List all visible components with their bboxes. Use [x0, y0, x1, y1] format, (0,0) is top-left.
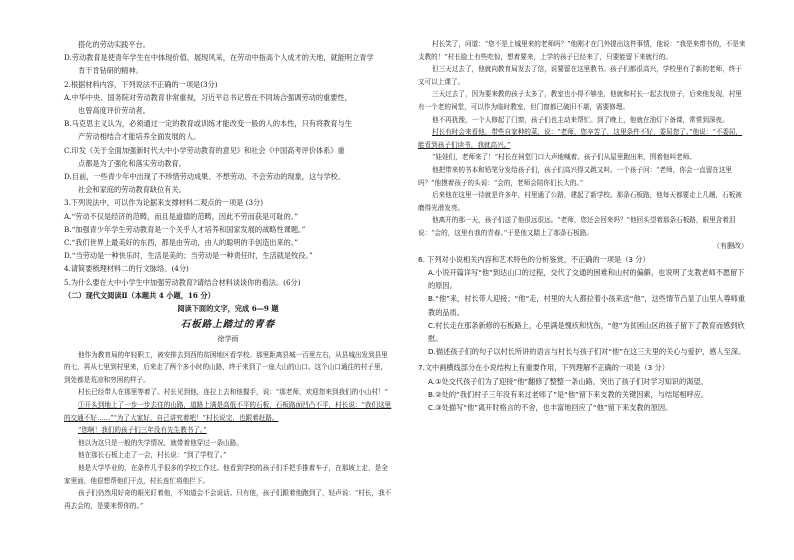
story-paragraph: 三天过去了，因为要来教的孩子太多了，教室也小得不够坐，他就和村长一起去找房子，后来他发现，村里有一个老的祠堂，可以作为临时教室，但门窗都已破旧不堪，需要修理。: [418, 90, 742, 111]
q7-option-c: C.③处描写“他”离开时格言的不舍，也丰富地回应了“他”留下来支教的原因。: [428, 402, 673, 412]
option-line: B.马克思主义认为，必须通过一定的教育或训练才能改变一般的人的本性，只有将教育与生: [64, 119, 352, 129]
story-title: 石板路上踏过的青春: [180, 319, 276, 331]
story-paragraph: 他以为这只是一般的失学情况，就带着他穿过一条山路。: [78, 438, 243, 447]
story-paragraph: 他不再犹豫，一个人修起了门窗，孩子们也主动来帮忙。到了晚上，他就在油灯下备课，常常到深夜。: [432, 115, 729, 124]
story-paragraph-underlined: “您啊！我们的孩子们三年没有先生教书了。”: [78, 426, 207, 435]
story-paragraph: 后来他在这里一待就是许多年，村里通了公路，建起了新学校。那条石板路，他每天都要走上几趟，石板被磨得光滑发亮。: [418, 191, 742, 212]
story-paragraph: 但三天过去了，他就向教育局发去了信，说要留在这里教书。孩子们都很高兴，学校里有了新的老师，终于又可以上课了。: [418, 65, 742, 86]
right-column: [418, 38, 748, 414]
q6-option-c: C.村长走在那条新修的石板路上，心里满是愧疚和忧伤，“他”为贫困山区的孩子留下了教育而感到欣慰。: [428, 320, 745, 343]
story-paragraph: 村长已经带人在那里等着了。村长见到他，连拉上去和他握手，说：“那老师，欢迎您来到我们的小山村！”: [78, 388, 389, 397]
q3-option-b: B.“加强青少年学生劳动教育是一个关乎人才培养和国家发展的战略性课题。”: [64, 224, 306, 234]
text-line: 肯干肯钻研的精神。: [78, 66, 143, 76]
q3-option-d: D.“当劳动是一种快乐时，生活是美的；当劳动是一种责任时，生活就是牧役。”: [64, 251, 313, 261]
story-body-left: [64, 349, 392, 513]
question-5: 5.为什么要在大中小学生中加强劳动教育?请结合材料谈谈你的看法。(6分): [64, 277, 301, 287]
story-paragraph: 他在那长石板上走了一会，村长说：“到了学校了。”: [78, 451, 227, 460]
left-top-block: [64, 38, 392, 289]
question-2: 2.根据材料内容，下列说法不正确的一项是(3分): [64, 79, 218, 89]
option-line: 也曾高度评价劳动者。: [78, 106, 150, 116]
left-column: [64, 38, 392, 512]
story-paragraph: 他离开的那一天，孩子们送了他很远很远。“老师，您还会回来吗？”他回头望着那条石板路，眼里含着泪说：“会的，这里有我的青春。”于是他又踏上了那条石板路。: [418, 216, 736, 237]
text-line: D.劳动教育是使青年学生在中体现价值、展现风采，在劳动中指高个人成才的天地，就能明立青学: [64, 53, 374, 63]
story-paragraph: 他是大学毕业的，在条件几乎很多的学校工作过。他看到学校的孩子们手把手推着车子，在那坡上走，是全家里面，他很想帮他们干点，村长连忙将他拦下。: [64, 464, 388, 485]
question-3: 3.下列说法中，可以作为论据来支撑材料二观点的一项是 (3分): [64, 198, 264, 208]
story-paragraph-underlined: ①开头到地上了一步一步去往的山路，道路上满是高低不平的石板，石板路面凹凸不平，村长说：“我们这里的交通不好……”“为了大家好，自己讲究着吧！”村长说完，也跟着赶路。: [64, 401, 392, 422]
q6-option-b: B.“他”来，村长带人迎接；“他”走，村里的大人都拉着小孩来送“他”，这些情节凸显了山里人尊师重教的品质。: [428, 294, 746, 317]
story-paragraph: “娃娃们，老师来了！”村长在祠堂门口大声地喊着。孩子们从屋里跑出来，围着他叫老师。: [432, 153, 696, 162]
question-6: 6. 下列对小说相关内容和艺术特色的分析鉴赏，不正确的一项是（3 分）: [418, 254, 650, 264]
option-line: 点都是为了强化和落实劳动教育。: [78, 158, 186, 168]
q3-option-c: C.“我们世界上最美好的东西，都是由劳动，由人的聪明的手创造出来的。”: [64, 238, 299, 248]
q6-option-d: D.描述孩子们的句子以村长所讲的语言与村长与孩子们对“他”在这三天里的关心与爱护，感人至深。: [428, 347, 746, 357]
story-author: 徐学雨: [217, 335, 239, 344]
story-paragraph: 村长笑了，问道：“您不是上城里来的老师吗？”他刚才在门外提出这件事情，他说：“我是来带书的，不是来支教的！”村长脸上有些吃惊，想着要来，上学的孩子已经来了，只要能留下来就行的。: [418, 40, 746, 61]
option-line: 社会和家庭的劳动教育缺位有关。: [78, 185, 186, 195]
source-credit: （有删改）: [713, 241, 748, 250]
q6-option-a: A.小说开篇详写“他”到达山口的过程，交代了交通的困难和山村的偏僻，也说明了支教老师不愿留下的原因。: [428, 267, 745, 291]
option-line: D.目前，一些青少年中出现了不珍惜劳动成果、不想劳动、不会劳动的现象，这与学校、: [64, 172, 345, 182]
q7-option-a: A.①处交代孩子们为了迎接“他”翻修了整整一条山路，突出了孩子们对学习知识的渴望。: [428, 376, 708, 386]
q7-option-b: B.②处的“我们村子三年没有来过老师了”是“他”留下来支教的关键因素，与结尾相呼应。: [428, 389, 709, 399]
section-instruction: 阅读下面的文字，完成 6—9 题: [177, 304, 279, 314]
question-7: 7.文中画横线部分在小说结构上有重要作用，下列理解不正确的一项是（3 分）: [418, 363, 669, 373]
option-line: A.中华中央、国务院对劳动教育非常重视，习近平总书记曾在不同场合强调劳动的重要性，: [64, 92, 352, 102]
story-body-right: [418, 38, 748, 240]
option-line: 产劳动相结合才能培养全面发展的人。: [78, 132, 201, 142]
story-paragraph: 孩子们仍然用好奇的眼光盯着他，不知道会不会说话。只有他，孩子们跟着他跑到了，轻声说：“村长，我不再去会的，是要来帮你的。”: [64, 489, 392, 510]
story-paragraph: 他作为教育局的年轻职工，被安排去到西的贫困地区看学校。那里距离县城一百里左右，从县城出发到县里的七，再从七里到村里来，后来走了两个多小时的山路，终于来到了一座大山的山口。这个山口通往的村子里，到处都是荒凉和穷困的样子。: [64, 350, 388, 384]
question-4: 4.请简要梳理材料二的行文脉络。(4分): [64, 264, 189, 274]
section-header: （二）现代文阅读Ⅱ（本题共 4 小题，16 分）: [64, 290, 215, 300]
text-line: 搭化的劳动实践平台。: [78, 40, 150, 49]
story-paragraph-underlined: 村长有时会来看他，带些自家种的菜，说：“老师，您辛苦了，这里条件不好，委屈您了。”他说：“不委屈，能看到孩子们读书，我就高兴。”: [418, 128, 743, 149]
q3-option-a: A.“劳动不仅是经济的范畴，而且是道德的范畴，因此不劳而获是可耻的。”: [64, 211, 299, 221]
option-line: C.印发《关于全面加强新时代大中小学劳动教育的意见》和社会《中国高考评价体系》重: [64, 145, 345, 155]
questions-block: [418, 253, 748, 414]
story-paragraph: 他把带来的书本和铅笔分发给孩子们，孩子们高兴得又跳又叫。一个孩子问：“老师，你会一直留在这里吗？”他摸着孩子的头说：“会的，老师会陪你们长大的。”: [418, 165, 733, 187]
